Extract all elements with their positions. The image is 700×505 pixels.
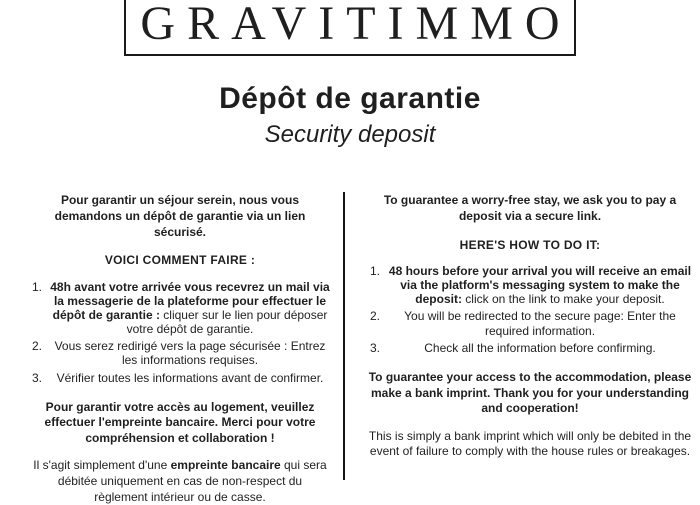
list-item-number: 2.: [32, 339, 43, 354]
logo-text: GRAVITIMMO: [140, 0, 572, 50]
list-item-text-bold: 48h avant votre arrivée vous recevrez un mail via la messagerie de la plateforme pour effectuer le dépôt de garantie :: [50, 279, 330, 322]
list-item-number: 1.: [32, 279, 43, 294]
list-item-text-bold: 48 hours before your arrival you will receive an email via the platform's messaging system to make the deposit:: [388, 263, 692, 307]
list-item-text: Vérifier toutes les informations avant de confirmer.: [56, 370, 324, 385]
steps-list-en: [368, 264, 692, 355]
column-english: [345, 192, 700, 505]
list-item: [30, 280, 330, 337]
note-text: This is simply a bank imprint which will only be debited in the event of failure to comply with the house rules or breakages.: [368, 428, 692, 459]
list-item-text: cliquer sur le lien pour déposer votre dépôt de garantie.: [126, 307, 328, 337]
list-item-text: Vous serez redirigé vers la page sécurisée : Entrez les informations requises.: [54, 339, 326, 368]
logo-box: [124, 0, 576, 56]
note-paragraph-fr: [30, 458, 330, 505]
list-item: [368, 341, 692, 355]
page-subtitle: Security deposit: [264, 121, 436, 148]
note-text: Il s'agit simplement d'une: [33, 458, 171, 473]
column-french: [0, 192, 343, 505]
list-item-text: Check all the information before confirming.: [424, 340, 656, 355]
two-column-layout: [0, 192, 700, 505]
note-text: qui sera débitée uniquement en cas de non-respect du règlement intérieur ou de casse.: [57, 458, 327, 504]
list-item: [30, 371, 330, 385]
page-title: Dépôt de garantie: [219, 82, 481, 115]
list-item-number: 1.: [370, 263, 381, 278]
list-item: [368, 264, 692, 306]
list-item: [368, 309, 692, 337]
intro-paragraph-en: To guarantee a worry-free stay, we ask you to pay a deposit via a secure link.: [383, 193, 677, 223]
emphasis-paragraph-fr: Pour garantir votre accès au logement, veuillez effectuer l'empreinte bancaire. Merci pour votre compréhension et collaboration !: [44, 399, 316, 445]
list-item-number: 3.: [32, 370, 43, 385]
section-heading-fr: VOICI COMMENT FAIRE :: [104, 253, 256, 268]
emphasis-paragraph-en: To guarantee your access to the accommodation, please make a bank imprint. Thank you for your understanding and cooperation!: [368, 369, 692, 416]
list-item-text: You will be redirected to the secure page: Enter the required information.: [404, 309, 676, 338]
list-item: [30, 339, 330, 367]
section-heading-en: HERE'S HOW TO DO IT:: [459, 237, 601, 252]
list-item-number: 3.: [370, 340, 381, 355]
note-paragraph-en: [368, 429, 692, 460]
intro-paragraph-fr: Pour garantir un séjour serein, nous vous demandons un dépôt de garantie via un lien sécurisé.: [54, 193, 306, 239]
note-text-bold: empreinte bancaire: [170, 458, 281, 473]
steps-list-fr: [30, 280, 330, 385]
list-item-number: 2.: [370, 309, 381, 324]
list-item-text: click on the link to make your deposit.: [461, 292, 665, 307]
